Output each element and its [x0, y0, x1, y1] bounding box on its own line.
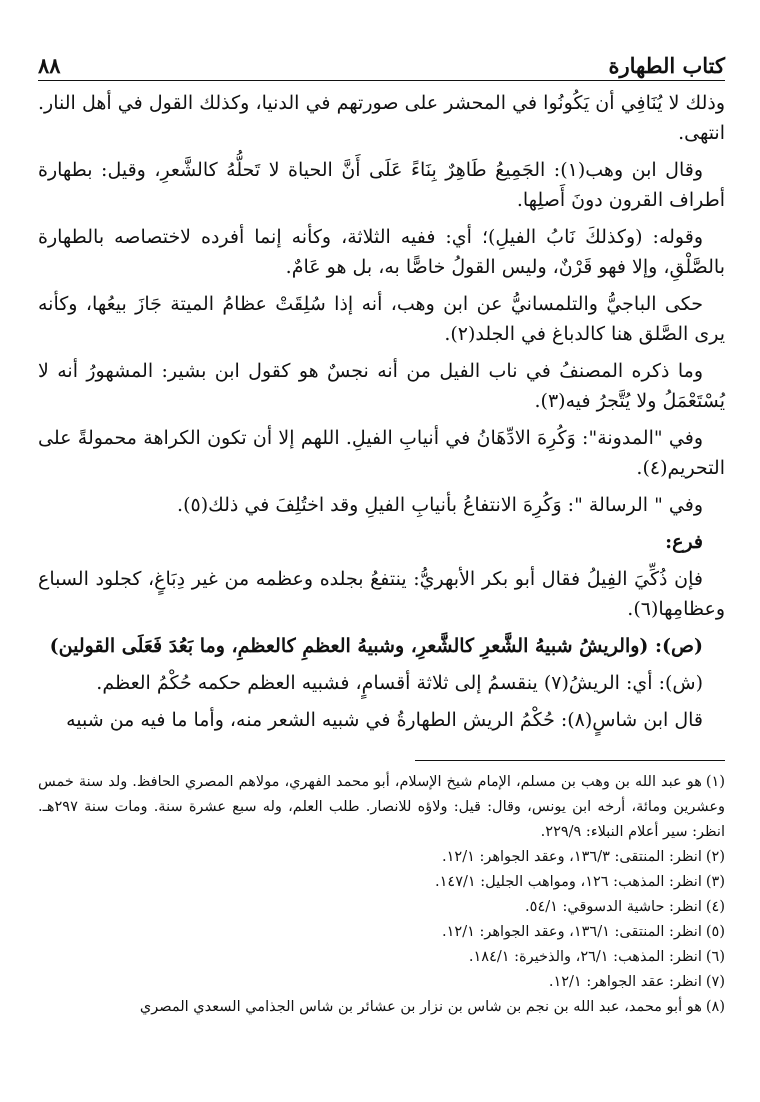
footnote-text: انظر: حاشية الدسوقي: ٥٤/١. [525, 899, 702, 915]
header-divider [38, 80, 725, 81]
body-paragraph: وقال ابن وهب(١): الجَمِيعُ طَاهِرٌ بِنَاءً عَلَى أَنَّ الحياة لا تَحلُّهُ كالشَّعرِ، وقيل: بطهارة أطراف القرون دونَ أَصلِها. [38, 159, 725, 211]
footnote-text: هو أبو محمد، عبد الله بن نجم بن شاس بن نزار بن عشائر بن شاس الجذامي السعدي المصري [139, 999, 702, 1015]
footnote-number: (٣) [705, 874, 725, 890]
body-paragraph: وفي " الرسالة ": وَكُرِهَ الانتفاعُ بأنيابِ الفيلِ وقد اختُلِفَ في ذلك(٥). [177, 494, 703, 516]
footnote-number: (٨) [705, 999, 725, 1015]
footnote-number: (٢) [705, 849, 725, 865]
footnote [38, 995, 725, 1020]
footnote [38, 770, 725, 845]
footnote [38, 920, 725, 945]
footnote-text: هو عبد الله بن وهب بن مسلم، الإمام شيخ الإسلام، أبو محمد الفهري، مولاهم المصري الحافظ. ولد سنة خمس وعشرين ومائة، أرخه ابن يونس، وقال: قيل: ولاؤه للانصار. طلب العلم، وله سبع عشرة سنة. ومات سنة ٢٩٧هـ. انظر: سير أعلام النبلاء: ٢٢٩/٩. [38, 774, 725, 840]
body-paragraph: وفي "المدونة": وَكُرِهَ الادِّهَانُ في أنيابِ الفيلِ. اللهم إلا أن تكون الكراهة محمولةً على التحريم(٤). [38, 427, 725, 479]
body-paragraph: فإن ذُكِّيَ الفِيلُ فقال أبو بكر الأبهريُّ: ينتفعُ بجلده وعظمه من غير دِبَاغٍ، كجلود السباع وعظامِها(٦). [38, 568, 725, 620]
body-paragraph: وقوله: (وكذلكَ نَابُ الفيلِ)؛ أي: ففيه الثلاثة، وكأنه إنما أفرده لاختصاصه بالطهارة بالصَّلْقِ، وإلا فهو قَرْنٌ، وليس القولُ خاصًّا به، بل هو عَامٌ. [38, 226, 725, 278]
footnote-divider [415, 760, 725, 761]
footnote-text: انظر: عقد الجواهر: ١٢/١. [548, 974, 702, 990]
body-paragraph: (ص): (والريشُ شبيهُ الشَّعرِ كالشَّعرِ، وشبيهُ العظمِ كالعظمِ، وما بَعُدَ فَعَلَى القولين) [49, 635, 703, 657]
footnote-number: (٧) [705, 974, 725, 990]
body-paragraph: حكى الباجيُّ والتلمسانيُّ عن ابن وهب، أنه إذا سُلِقَتْ عظامُ الميتة جَازَ بيعُها، وكأنه يرى الصَّلق هنا كالدباغ في الجلد(٢). [38, 293, 725, 345]
footnote [38, 895, 725, 920]
footnote [38, 845, 725, 870]
body-paragraph: فرع: [665, 531, 703, 553]
body-paragraph: (ش): أي: الريشُ(٧) ينقسمُ إلى ثلاثة أقسامٍ، فشبيه العظم حكمه حُكْمُ العظم. [96, 672, 703, 694]
body-paragraph: قال ابن شاسٍ(٨): حُكْمُ الريش الطهارةُ في شبيه الشعر منه، وأما ما فيه من شبيه [66, 709, 703, 731]
footnote-text: انظر: المنتقى: ١٣٦/٣، وعقد الجواهر: ١٢/١. [442, 849, 702, 865]
footnote-number: (١) [705, 774, 725, 790]
footnote [38, 970, 725, 995]
footnote-number: (٤) [705, 899, 725, 915]
page-number: ٨٨ [38, 53, 61, 78]
footnote-text: انظر: المذهب: ١٢٦، ومواهب الجليل: ١٤٧/١. [435, 874, 702, 890]
footnote-number: (٥) [705, 924, 725, 940]
footnote-number: (٦) [705, 949, 725, 965]
footnote [38, 945, 725, 970]
running-header [38, 42, 725, 78]
body-paragraph: وما ذكره المصنفُ في ناب الفيل من أنه نجسٌ هو كقول ابن بشير: المشهورُ أنه لا يُسْتَعْمَلُ ولا يُتَّجرُ فيه(٣). [38, 360, 725, 412]
book-title: كتاب الطهارة [608, 53, 725, 78]
footnote-text: انظر: المذهب: ٢٦/١، والذخيرة: ١٨٤/١. [468, 949, 702, 965]
footnote-text: انظر: المنتقى: ١٣٦/١، وعقد الجواهر: ١٢/١. [442, 924, 702, 940]
main-text [38, 88, 725, 742]
body-paragraph: وذلك لا يُنَافِي أن يَكُونُوا في المحشر على صورتهم في الدنيا، وكذلك القول في أهل النار. انتهى. [38, 92, 725, 144]
footnote [38, 870, 725, 895]
footnotes [38, 770, 725, 1020]
